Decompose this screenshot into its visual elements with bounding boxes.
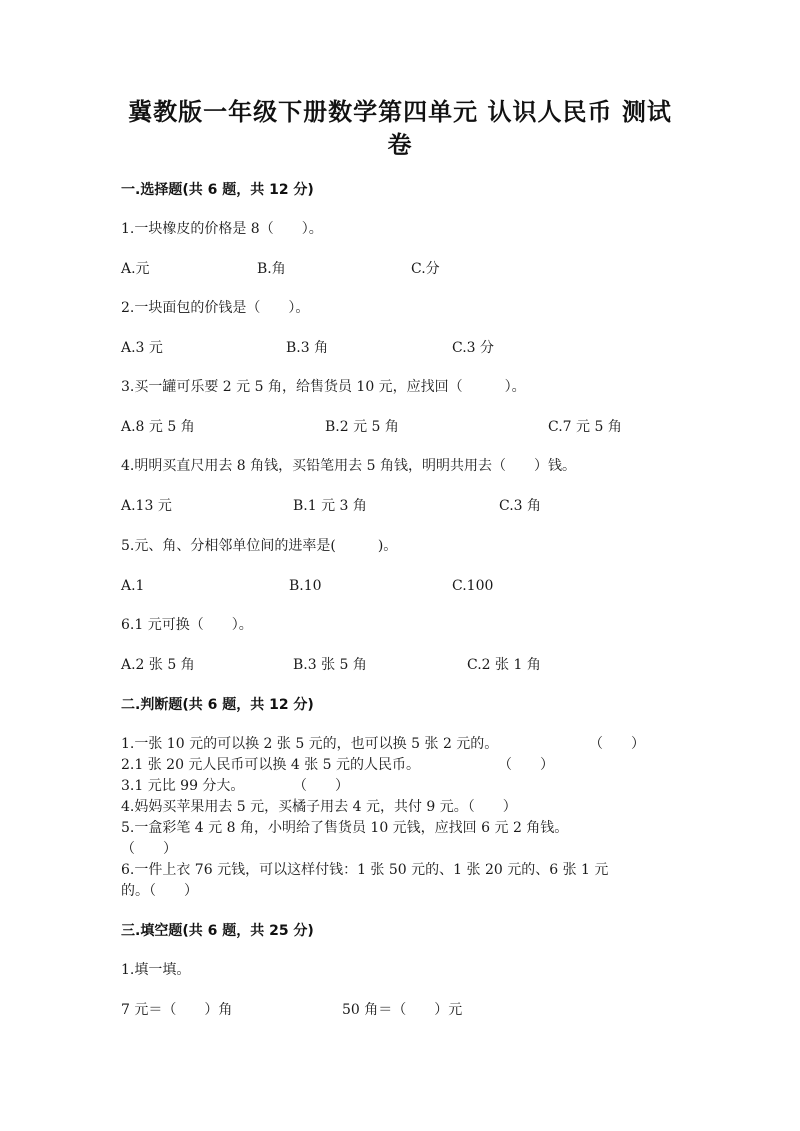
judge-item-2-answer-blank: （ ） [498,757,554,773]
section-heading-choice: 一.选择题(共 6 题，共 12 分) [121,182,314,198]
choice-5-option-a: A.1 [121,578,145,594]
choice-question-1: 1.一块橡皮的价格是 8（ ）。 [121,221,323,237]
judge-item-1-answer-blank: （ ） [589,736,645,752]
choice-2-option-c: C.3 分 [452,340,495,356]
judge-item-3: 3.1 元比 99 分大。 [121,778,245,794]
choice-question-2: 2.一块面包的价钱是（ ）。 [121,300,310,316]
choice-2-option-b: B.3 角 [286,340,329,356]
choice-4-option-c: C.3 角 [499,498,542,514]
choice-5-option-c: C.100 [452,578,494,594]
judge-item-6-continuation: 的。（ ） [121,883,198,899]
section-heading-fill: 三.填空题(共 6 题，共 25 分) [121,923,314,939]
choice-3-option-a: A.8 元 5 角 [121,419,195,435]
choice-question-3: 3.买一罐可乐要 2 元 5 角，给售货员 10 元，应找回（ ）。 [121,379,526,395]
judge-item-3-answer-blank: （ ） [293,778,349,794]
page-title-tail: 卷 [387,131,413,159]
fill-blank-1: 7 元＝（ ）角 [121,1002,233,1018]
section-heading-judge: 二.判断题(共 6 题，共 12 分) [121,697,314,713]
choice-5-option-b: B.10 [289,578,322,594]
choice-2-option-a: A.3 元 [121,340,163,356]
judge-item-5: 5.一盒彩笔 4 元 8 角，小明给了售货员 10 元钱，应找回 6 元 2 角钱。 [121,820,569,836]
fill-question-1: 1.填一填。 [121,962,191,978]
choice-4-option-a: A.13 元 [121,498,172,514]
choice-question-5: 5.元、角、分相邻单位间的进率是( )。 [121,538,398,554]
choice-3-option-b: B.2 元 5 角 [325,419,399,435]
choice-3-option-c: C.7 元 5 角 [548,419,622,435]
choice-1-option-a: A.元 [121,261,150,277]
judge-item-6: 6.一件上衣 76 元钱，可以这样付钱：1 张 50 元的、1 张 20 元的、6 张 1 元 [121,862,609,878]
judge-item-1: 1.一张 10 元的可以换 2 张 5 元的，也可以换 5 张 2 元的。 [121,736,499,752]
judge-item-5-answer-blank: （ ） [121,841,177,857]
judge-item-4: 4.妈妈买苹果用去 5 元，买橘子用去 4 元，共付 9 元。（ ） [121,799,517,815]
choice-6-option-b: B.3 张 5 角 [293,657,367,673]
page-title-main: 冀教版一年级下册数学第四单元 认识人民币 测试 [128,98,672,126]
choice-6-option-c: C.2 张 1 角 [467,657,541,673]
fill-blank-2: 50 角＝（ ）元 [342,1002,463,1018]
choice-1-option-b: B.角 [257,261,286,277]
choice-4-option-b: B.1 元 3 角 [293,498,367,514]
choice-question-4: 4.明明买直尺用去 8 角钱，买铅笔用去 5 角钱，明明共用去（ ）钱。 [121,458,576,474]
judge-item-2: 2.1 张 20 元人民币可以换 4 张 5 元的人民币。 [121,757,421,773]
choice-question-6: 6.1 元可换（ ）。 [121,617,253,633]
choice-6-option-a: A.2 张 5 角 [121,657,195,673]
choice-1-option-c: C.分 [411,261,440,277]
page-title [110,96,690,162]
